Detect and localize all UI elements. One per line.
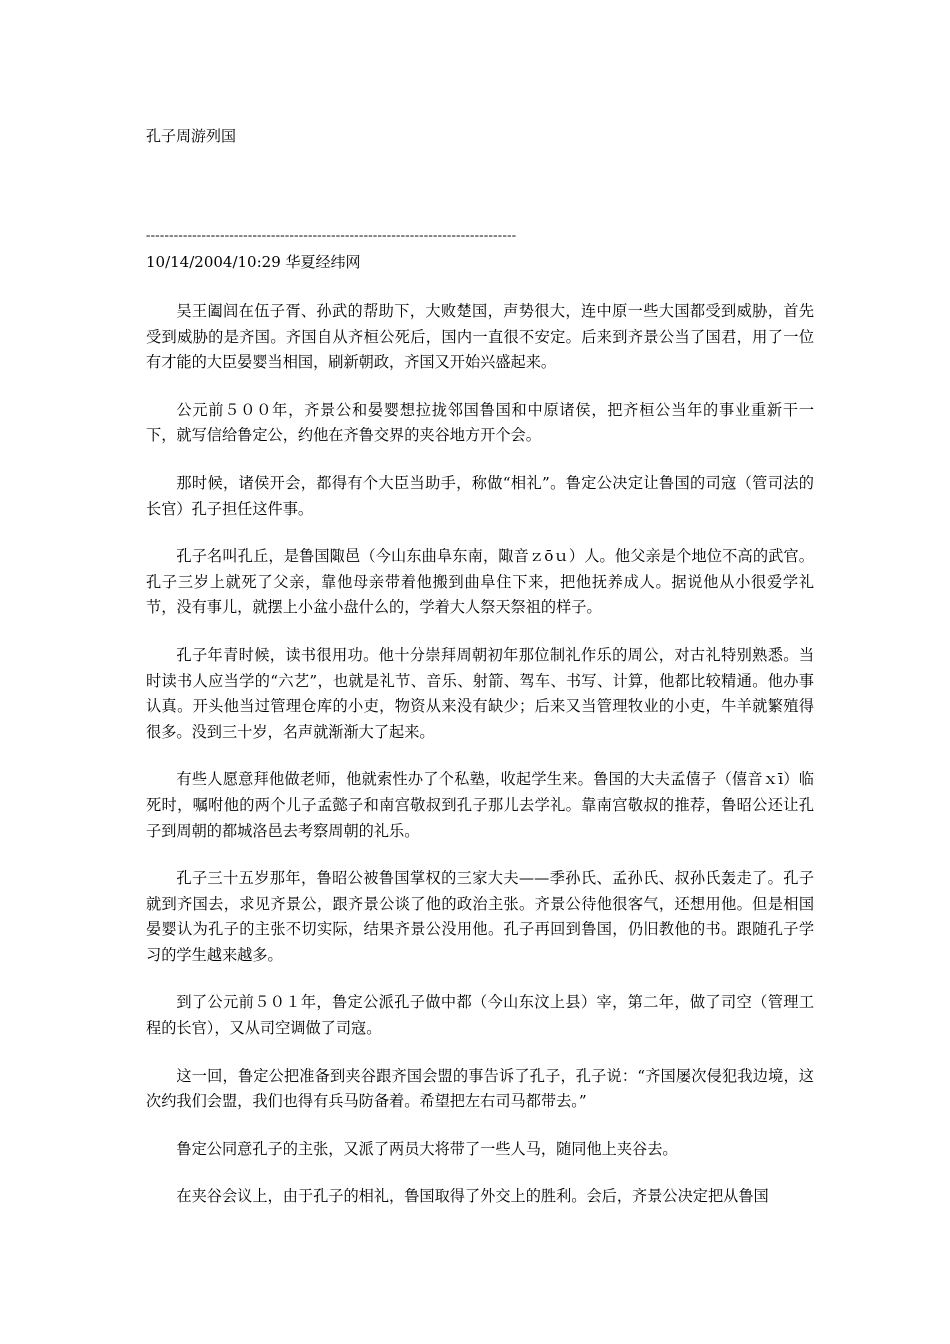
paragraph: 那时候，诸侯开会，都得有个大臣当助手，称做“相礼”。鲁定公决定让鲁国的司寇（管司法的长官）孔子担任这件事。: [146, 473, 814, 518]
paragraph: 孔子三十五岁那年，鲁昭公被鲁国掌权的三家大夫——季孙氏、孟孙氏、叔孙氏轰走了。孔子就到齐国去，求见齐景公，跟齐景公谈了他的政治主张。齐景公待他很客气，还想用他。但是相国晏婴认为孔子的主张不切实际，结果齐景公没用他。孔子再回到鲁国，仍旧教他的书。跟随孔子学习的学生越来越多。: [146, 869, 814, 964]
paragraph: 有些人愿意拜他做老师，他就索性办了个私塾，收起学生来。鲁国的大夫孟僖子（僖音ｘī）临死时，嘱咐他的两个儿子孟懿子和南宫敬叔到孔子那儿去学礼。靠南宫敬叔的推荐，鲁昭公还让孔子到周朝的都城洛邑去考察周朝的礼乐。: [146, 770, 814, 840]
paragraph: 孔子名叫孔丘，是鲁国陬邑（今山东曲阜东南，陬音ｚōｕ）人。他父亲是个地位不高的武官。孔子三岁上就死了父亲，靠他母亲带着他搬到曲阜住下来，把他抚养成人。据说他从小很爱学礼节，没有事儿，就摆上小盆小盘什么的，学着大人祭天祭祖的样子。: [146, 547, 814, 617]
paragraph: 在夹谷会议上，由于孔子的相礼，鲁国取得了外交上的胜利。会后，齐景公决定把从鲁国: [176, 1187, 769, 1206]
paragraph: 吴王阖闾在伍子胥、孙武的帮助下，大败楚国，声势很大，连中原一些大国都受到威胁，首先受到威胁的是齐国。齐国自从齐桓公死后，国内一直很不安定。后来到齐景公当了国君，用了一位有才能的大臣晏婴当相国，刷新朝政，齐国又开始兴盛起来。: [146, 302, 814, 372]
separator-line: --------------------------------------------------------------------------------: [146, 227, 517, 242]
paragraph: 到了公元前５０１年，鲁定公派孔子做中都（今山东汶上县）宰，第二年，做了司空（管理工程的长官），又从司空调做了司寇。: [146, 993, 814, 1038]
document-title: 孔子周游列国: [146, 127, 237, 145]
paragraph: 公元前５００年，齐景公和晏婴想拉拢邻国鲁国和中原诸侯，把齐桓公当年的事业重新干一下，就写信给鲁定公，约他在齐鲁交界的夹谷地方开个会。: [146, 400, 814, 445]
date-source-line: 10/14/2004/10:29 华夏经纬网: [146, 253, 361, 271]
paragraph: 孔子年青时候，读书很用功。他十分崇拜周朝初年那位制礼作乐的周公，对古礼特别熟悉。当时读书人应当学的“六艺”，也就是礼节、音乐、射箭、驾车、书写、计算，他都比较精通。他办事认真。开头他当过管理仓库的小吏，物资从来没有缺少；后来又当管理牧业的小吏，牛羊就繁殖得很多。没到三十岁，名声就渐渐大了起来。: [146, 645, 814, 741]
paragraph: 鲁定公同意孔子的主张，又派了两员大将带了一些人马，随同他上夹谷去。: [176, 1139, 678, 1158]
paragraph: 这一回，鲁定公把准备到夹谷跟齐国会盟的事告诉了孔子，孔子说：“齐国屡次侵犯我边境，这次约我们会盟，我们也得有兵马防备着。希望把左右司马都带去。”: [146, 1066, 814, 1111]
article-body: [146, 299, 814, 1232]
